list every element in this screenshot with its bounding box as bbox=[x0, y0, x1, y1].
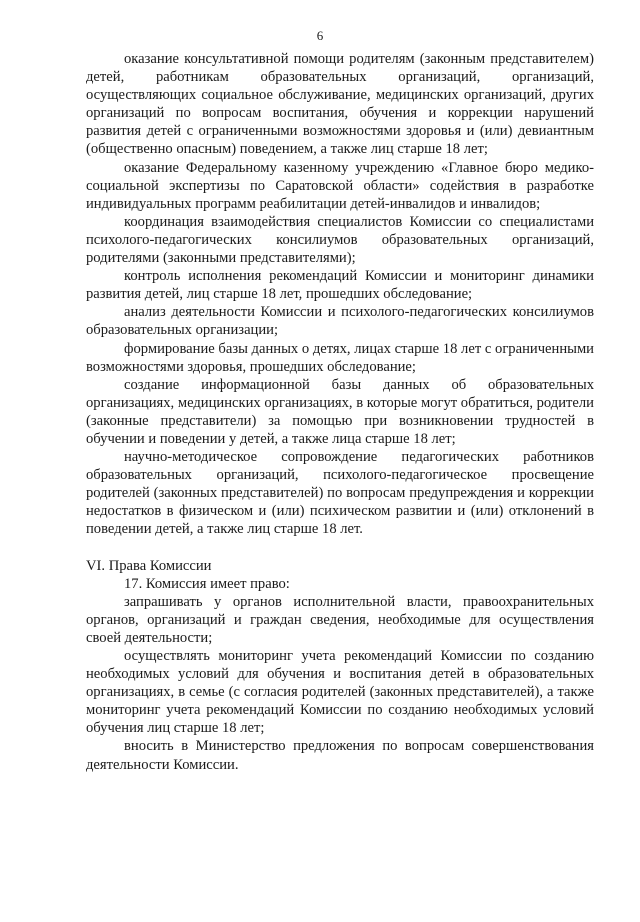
paragraph: анализ деятельности Комиссии и психолого-педагогических консилиумов образовательных организации; bbox=[86, 304, 594, 339]
section-heading: VI. Права Комиссии bbox=[86, 557, 212, 574]
paragraph: научно-методическое сопровождение педагогических работников образовательных организаций, психолого-педагогическое просвещение родителей (законных представителей) по вопросам предупреждения и коррекции недостатков в физическом и (или) психическом развитии и (или) отклонений в поведении детей, а также лиц старше 18 лет. bbox=[86, 449, 594, 538]
paragraph: контроль исполнения рекомендаций Комиссии и мониторинг динамики развития детей, лиц старше 18 лет, прошедших обследование; bbox=[86, 268, 594, 303]
document-body bbox=[86, 50, 594, 774]
paragraph: запрашивать у органов исполнительной власти, правоохранительных органов, организаций и граждан сведения, необходимые для осуществления своей деятельности; bbox=[86, 593, 594, 646]
paragraph: оказание Федеральному казенному учреждению «Главное бюро медико-социальной экспертизы по Саратовской области» содействия в разработке индивидуальных программ реабилитации детей-инвалидов и инвалидов; bbox=[86, 159, 594, 212]
paragraph: создание информационной базы данных об образовательных организациях, медицинских организациях, в которые могут обратиться, родители (законные представители) за помощью при возникновении трудностей в обучении и поведении у детей, а также лица старше 18 лет; bbox=[86, 376, 594, 447]
page-number: 6 bbox=[316, 28, 324, 43]
paragraph: 17. Комиссия имеет право: bbox=[124, 575, 290, 592]
paragraph: вносить в Министерство предложения по вопросам совершенствования деятельности Комиссии. bbox=[86, 738, 594, 773]
paragraph: оказание консультативной помощи родителям (законным представителем) детей, работникам образовательных организаций, организаций, осуществляющих социальное обслуживание, медицинских организаций, других организаций по вопросам воспитания, обучения и коррекции нарушений развития детей с ограниченными возможностями здоровья и (или) девиантным (общественно опасным) поведением, а также лиц старше 18 лет; bbox=[86, 51, 594, 158]
paragraph: формирование базы данных о детях, лицах старше 18 лет с ограниченными возможностями здоровья, прошедших обследование; bbox=[86, 340, 594, 375]
paragraph: координация взаимодействия специалистов Комиссии со специалистами психолого-педагогических консилиумов образовательных организаций, родителями (законными представителями); bbox=[86, 213, 594, 267]
paragraph: осуществлять мониторинг учета рекомендаций Комиссии по созданию необходимых условий для обучения и воспитания детей в образовательных организациях, в семье (с согласия родителей (законных представителей), а также мониторинг учета рекомендаций Комиссии по созданию необходимых условий обучения лиц старше 18 лет; bbox=[86, 648, 594, 737]
